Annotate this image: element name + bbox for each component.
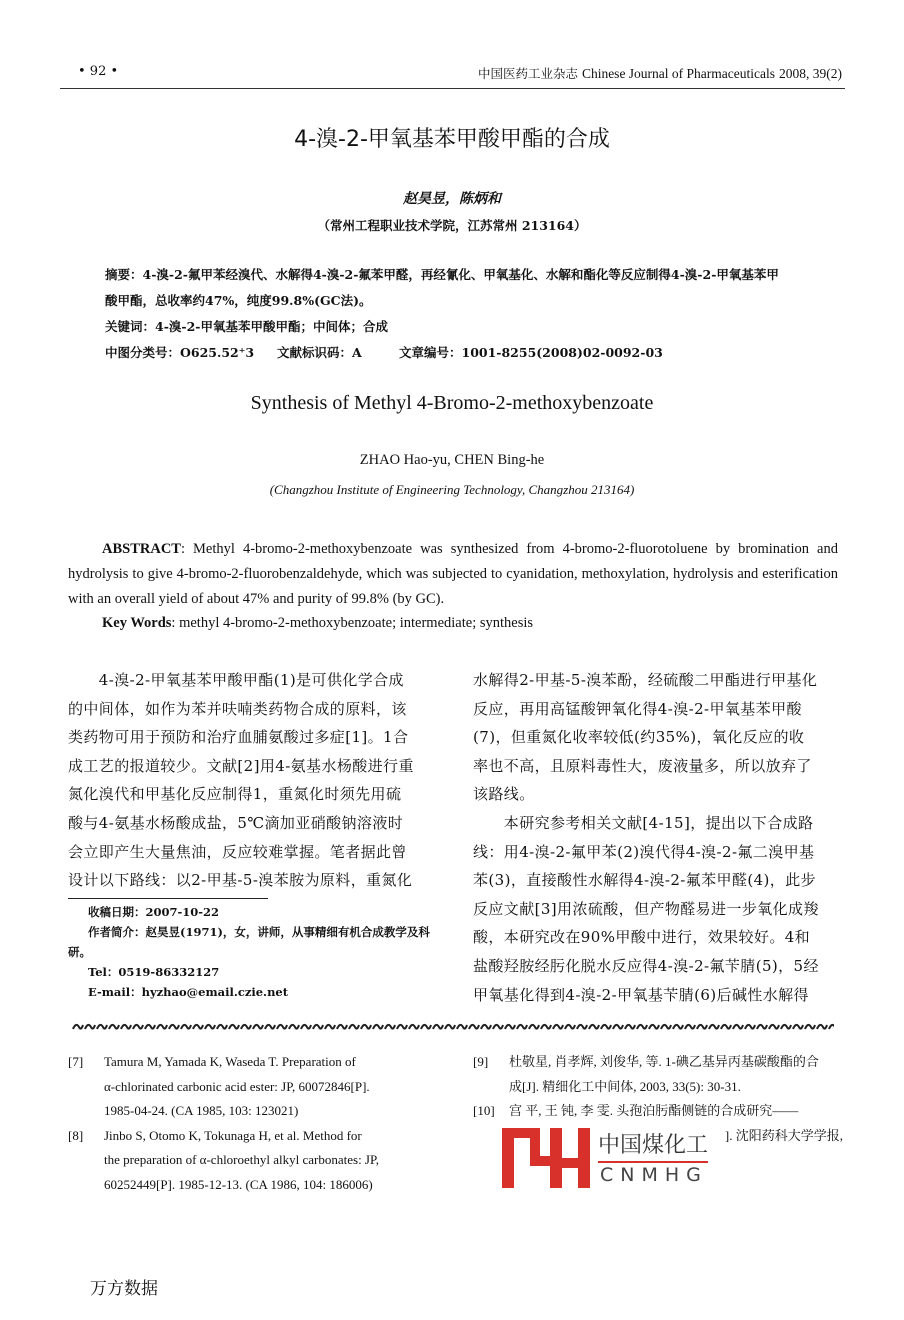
tel: Tel：0519-86332127 [88,965,220,979]
text-line: 酸，本研究改在90%甲酸中进行，效果较好。4和 [473,928,811,947]
footnote [68,902,438,1002]
reference-line: 杜敬星, 肖孝辉, 刘俊华, 等. 1-碘乙基异丙基碳酸酯的合 [509,1054,819,1069]
affiliation-cn: （常州工程职业技术学院，江苏常州 213164） [317,218,587,233]
doc-code: 文献标识码：A [277,345,362,360]
reference-line: 60252449[P]. 1985-12-13. (CA 1986, 104: 186006) [104,1176,373,1192]
text-line: 反应文献[3]用浓硫酸，但产物醛易进一步氧化成羧 [473,899,819,918]
title-en: Synthesis of Methyl 4-Bromo-2-methoxybenzoate [250,392,654,414]
text-line: 盐酸羟胺经肟化脱水反应得4-溴-2-氟苄腈(5)，5经 [473,956,819,975]
watermark-en: CNMHG [600,1164,708,1186]
watermark-logo [502,1126,712,1190]
text-line: (7)，但重氮化收率较低(约35%)，氧化反应的收 [473,728,805,747]
page-number: • 92 • [78,64,119,79]
text-line: 设计以下路线：以2-甲基-5-溴苯胺为原料，重氮化 [68,871,413,890]
reference-item [68,1124,438,1198]
reference-item [473,1050,843,1099]
affiliation-en: (Changzhou Institute of Engineering Technology, Changzhou 213164) [269,482,635,497]
text-line: 该路线。 [473,785,535,804]
reference-line: ]. 沈阳药科大学学报, [724,1127,843,1143]
footnote-rule [68,898,268,899]
abstract-label: ABSTRACT [102,541,181,557]
text-line: 4-溴-2-甲氧基苯甲酸甲酯(1)是可供化学合成 [68,671,404,689]
reference-line: α-chlorinated carbonic acid ester: JP, 60072846[P]. [104,1078,370,1094]
reference-line: 成[J]. 精细化工中间体, 2003, 33(5): 30-31. [509,1078,741,1094]
text-line: 成工艺的报道较少。文献[2]用4-氨基水杨酸进行重 [68,756,414,775]
references-left [68,1050,438,1197]
text-line: 苯(3)，直接酸性水解得4-溴-2-氟苯甲醛(4)，此步 [473,871,816,890]
text-line: 反应，再用高锰酸钾氧化得4-溴-2-甲氧基苯甲酸 [473,699,802,718]
reference-line: Tamura M, Yamada K, Waseda T. Preparation of [104,1054,356,1069]
author-bio-cont: 研。 [68,945,91,959]
watermark-cn: 中国煤化工 [598,1128,708,1163]
text-line: 甲氧基化得到4-溴-2-甲氧基苄腈(6)后碱性水解得 [473,985,809,1004]
body-left-column [68,666,414,895]
text-line: 的中间体，如作为苯并呋喃类药物合成的原料，该 [68,699,407,718]
reference-item [68,1050,438,1124]
journal-cn: 中国医药工业杂志 [477,66,578,81]
abstract-cn-line: 酸甲酯，总收率约47%，纯度99.8%(GC法)。 [105,293,372,308]
text-line: 会立即产生大量焦油，反应较难掌握。笔者据此曾 [68,842,407,861]
abstract-cn [105,262,779,366]
body-right-column [473,666,819,1009]
reference-number: [9] [473,1054,489,1069]
authors-en: ZHAO Hao-yu, CHEN Bing-he [359,452,545,468]
email: E-mail：hyzhao@email.czie.net [88,985,289,999]
classification-row [105,340,779,366]
received-date: 收稿日期：2007-10-22 [88,905,220,919]
reference-line: 1985-04-24. (CA 1985, 103: 123021) [104,1103,299,1118]
text-line: 率也不高，且原料毒性大，废液量多，所以放弃了 [473,756,812,775]
text-line: 氮化溴代和甲基化反应制得1，重氮化时须先用硫 [68,785,402,804]
reference-line: 宫 平, 王 钝, 李 雯. 头孢泊肟酯侧链的合成研究—— [509,1103,799,1118]
text-line: 类药物可用于预防和治疗血脯氨酸过多症[1]。1合 [68,728,409,747]
header-rule [60,88,845,89]
running-header [478,64,842,82]
author-bio: 作者简介：赵昊昱(1971)，女，讲师，从事精细有机合成教学及科 [88,925,430,939]
article-number: 文章编号：1001-8255(2008)02-0092-03 [399,345,663,360]
reference-line: the preparation of α-chloroethyl alkyl carbonates: JP, [104,1152,380,1167]
reference-number: [8] [68,1127,84,1143]
keywords-en [68,611,838,636]
clc-number: 中图分类号：O625.52⁺3 [105,345,255,360]
keywords-cn: 关键词：4-溴-2-甲氧基苯甲酸甲酯；中间体；合成 [105,319,388,334]
decorative-separator [72,1020,834,1034]
journal-en: Chinese Journal of Pharmaceuticals [581,66,776,81]
keywords-text: : methyl 4-bromo-2-methoxybenzoate; intermediate; synthesis [171,615,534,631]
keywords-label: Key Words [102,615,172,631]
text-line: 酸与4-氨基水杨酸成盐，5℃滴加亚硝酸钠溶液时 [68,813,404,832]
reference-number: [7] [68,1054,84,1069]
watermark-mark-icon [502,1126,592,1190]
abstract-en [68,537,838,612]
journal-year-vol: 2008, 39(2) [779,66,842,81]
authors-cn: 赵昊昱，陈炳和 [403,191,501,207]
text-line: 水解得2-甲基-5-溴苯酚，经硫酸二甲酯进行甲基化 [473,671,818,689]
text-line: 线：用4-溴-2-氟甲苯(2)溴代得4-溴-2-氟二溴甲基 [473,842,815,861]
title-cn: 4-溴-2-甲氧基苯甲酸甲酯的合成 [294,127,610,152]
abstract-cn-line: 摘要：4-溴-2-氟甲苯经溴代、水解得4-溴-2-氟苯甲醛，再经氰化、甲氧基化、水解和酯化等反应制得4-溴-2-甲氧基苯甲 [105,267,779,282]
reference-line: Jinbo S, Otomo K, Tokunaga H, et al. Method for [104,1127,362,1143]
abstract-text: : Methyl 4-bromo-2-methoxybenzoate was synthesized from 4-bromo-2-fluorotoluene by bromination and hydrolysis to give 4-bromo-2-fluorobenzaldehyde, which was subjected to cyanidation, methoxylation, hydrolysis and esterification with an overall yield of about 47% and purity of 99.8% (by GC). [68,541,838,607]
reference-number: [10] [473,1103,495,1118]
footer-source: 万方数据 [90,1279,158,1299]
text-line: 本研究参考相关文献[4-15]，提出以下合成路 [473,813,814,832]
